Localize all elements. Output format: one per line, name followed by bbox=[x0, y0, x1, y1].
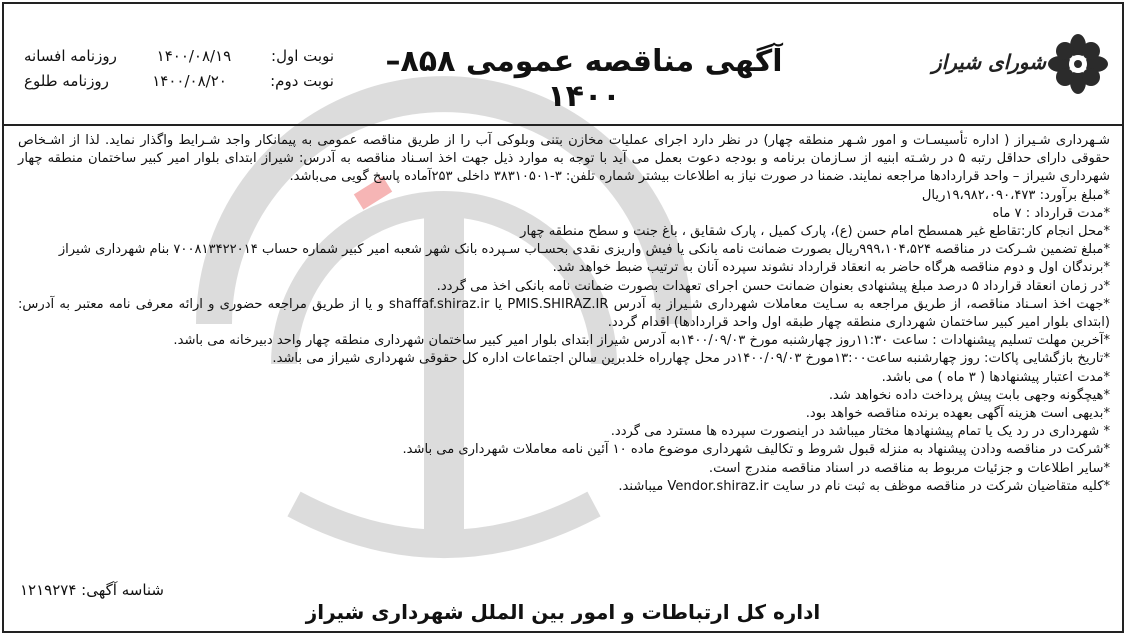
documents-text-rest: و یا از طریق مراجعه حضوری و ارائه معرفی نامه معتبر به آدرس: (ابتدای بلوار امیر کبیر ساختمان شهرداری منطقه چهار طبقه اول واحد قراردادها) اقدام گردد. bbox=[18, 296, 1110, 331]
or-text: یا bbox=[494, 296, 503, 312]
list-item: *سایر اطلاعات و جزئیات مربوط به مناقصه در اسناد مناقصه مندرج است. bbox=[708, 460, 1110, 476]
publication-label: نوبت دوم: bbox=[270, 72, 334, 90]
list-item-vendor bbox=[18, 478, 1110, 496]
footer-signature: اداره کل ارتباطات و امور بین الملل شهرداری شیراز bbox=[305, 600, 821, 624]
publication-row bbox=[24, 69, 334, 94]
publication-date: ۱۴۰۰/۰۸/۱۹ bbox=[156, 47, 232, 65]
list-item: *مبلغ تضمین شـرکت در مناقصه ۹۹۹،۱۰۴،۵۲۴ریال بصورت ضمانت نامه بانکی یا فیش واریزی نقدی بحسـاب سـپرده بانک شهر شعبه امیر کبیر شماره حساب ۷۰۰۸۱۳۴۲۲۰۱۴ بنام شهرداری شیراز bbox=[58, 242, 1110, 258]
pmis-link[interactable]: PMIS.SHIRAZ.IR bbox=[507, 296, 609, 312]
intro-paragraph: شـهرداری شـیراز ( اداره تأسیسـات و امور شـهر منطقه چهار) در نظر دارد اجرای عملیات مخازن بتنی وبلوکی آب را از طریق مناقصه عمومی به پیمانکار واجد شـرایط واگذار نماید. لذا از اشـخاص حقوقی دارای حداقل رتبه ۵ در رشـته ابنیه از سـازمان برنامه و بودجه دعوت بعمل می آید با توجه به موارد ذیل جهت اخذ اسـناد مناقصه به آدرس: شیراز ابتدای بلوار امیر کبیر ساختمان منطقه چهار شهرداری شیراز – واحد قراردادها مراجعه نمایند. ضمنا در صورت نیاز به اطلاعات بیشتر شماره تلفن: ۳-۳۸۳۱۰۵۰۱ داخلی ۲۵۳آماده پاسخ گویی می‌باشد. bbox=[18, 133, 1111, 185]
list-item: *مبلغ برآورد: ۱۹،۹۸۲،۰۹۰،۴۷۳ریال bbox=[921, 187, 1110, 203]
publication-row bbox=[24, 44, 334, 69]
page-title: آگهی مناقصه عمومی ۸۵۸–۱۴۰۰ bbox=[385, 44, 783, 114]
publication-date: ۱۴۰۰/۰۸/۲۰ bbox=[152, 72, 227, 90]
publication-paper: روزنامه افسانه bbox=[24, 47, 117, 65]
list-item: *مدت قرارداد : ۷ ماه bbox=[992, 205, 1110, 221]
list-item: *مدت اعتبار پیشنهادها ( ۳ ماه ) می باشد. bbox=[881, 369, 1110, 385]
list-item: *آخرین مهلت تسلیم پیشنهادات : ساعت ۱۱:۳۰روز چهارشنبه مورخ ۱۴۰۰/۰۹/۰۳به آدرس شیراز ابتدای بلوار امیر کبیر ساختمان شهرداری منطقه چهار واحد دبیرخانه می باشد. bbox=[173, 333, 1110, 349]
vendor-text-end: میباشند. bbox=[618, 478, 664, 494]
documents-text: *جهت اخذ اسـناد مناقصه، از طریق مراجعه به سـایت معاملات شهرداری شـیراز به آدرس bbox=[613, 296, 1110, 312]
list-item: *تاریخ بازگشایی پاکات: روز چهارشنبه ساعت۱۳:۰۰مورخ ۱۴۰۰/۰۹/۰۳در محل چهارراه خلدبرین سالن اجتماعات اداره کل حقوقی شهرداری شیراز می باشد. bbox=[272, 351, 1110, 367]
publication-paper: روزنامه طلوع bbox=[24, 72, 109, 90]
flower-emblem-icon bbox=[1048, 34, 1108, 94]
shaffaf-link[interactable]: shaffaf.shiraz.ir bbox=[389, 296, 490, 312]
list-item-documents bbox=[18, 296, 1110, 332]
list-item: *در زمان انعقاد قرارداد ۵ درصد مبلغ پیشنهادی بعنوان ضمانت حسن اجرای تعهدات بصورت ضمانت نامه بانکی اخذ می گردد. bbox=[436, 278, 1110, 294]
list-item: *شرکت در مناقصه ودادن پیشنهاد به منزله قبول شروط و تکالیف شهرداری موضوع ماده ۱۰ آئین نامه معاملات شهرداری می باشد. bbox=[402, 442, 1110, 458]
logo-text: شورای شیراز bbox=[932, 50, 1046, 74]
notice-id: شناسه آگهی: ۱۲۱۹۲۷۴ bbox=[20, 581, 164, 599]
list-item: * شهرداری در رد یک یا تمام پیشنهادها مختار میباشد در اینصورت سپرده ها مسترد می گردد. bbox=[610, 424, 1110, 440]
vendor-link[interactable]: Vendor.shiraz.ir bbox=[667, 478, 769, 494]
list-item: *بدیهی است هزینه آگهی بعهده برنده مناقصه خواهد بود. bbox=[805, 406, 1110, 422]
header bbox=[4, 4, 1122, 126]
list-item: *هیچگونه وجهی بابت پیش پرداخت داده نخواهد شد. bbox=[828, 387, 1110, 403]
notice-frame bbox=[2, 2, 1124, 633]
vendor-text: *کلیه متقاضیان شرکت در مناقصه موظف به ثبت نام در سایت bbox=[772, 478, 1110, 494]
notice-body bbox=[18, 132, 1110, 496]
header-divider bbox=[4, 124, 1122, 126]
list-item: *برندگان اول و دوم مناقصه هرگاه حاضر به انعقاد قرارداد نشوند سپرده آنان به ترتیب ضبط خواهد شد. bbox=[552, 260, 1110, 276]
publication-dates bbox=[24, 44, 334, 94]
publication-label: نوبت اول: bbox=[271, 47, 334, 65]
shiraz-council-logo bbox=[932, 34, 1108, 94]
list-item: *محل انجام کار:تقاطع غیر همسطح امام حسن (ع)، پارک کمیل ، پارک شقایق ، باغ جنت و سطح منطقه چهار bbox=[520, 224, 1110, 240]
